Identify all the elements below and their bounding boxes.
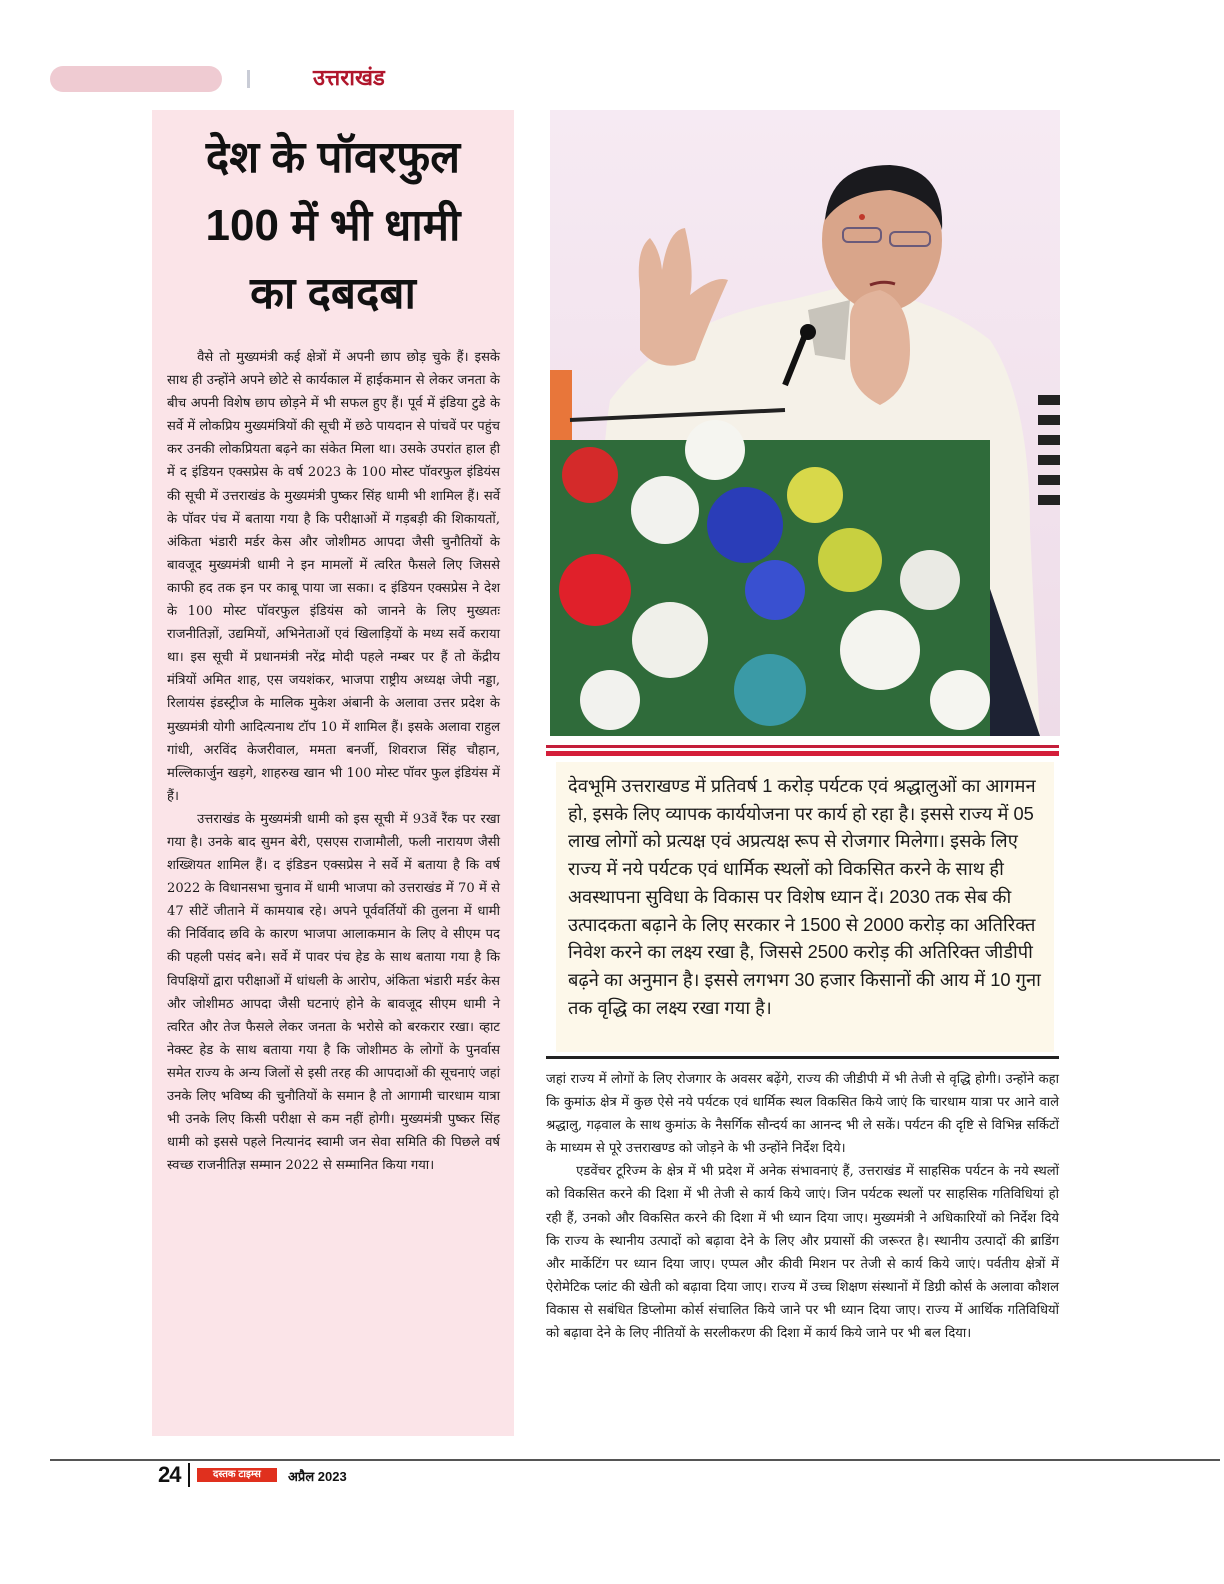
headline [152, 124, 514, 328]
footer-divider [188, 1463, 190, 1487]
left-body-text [167, 346, 500, 1177]
headline-line: का दबदबा [250, 269, 416, 318]
paragraph: वैसे तो मुख्यमंत्री कई क्षेत्रों में अपनी छाप छोड़ चुके हैं। इसके साथ ही उन्होंने अपने छोटे से कार्यकाल में हाईकमान से लेकर जनता के बीच अपनी विशेष छाप छोड़ने में भी सफल हुए हैं। पूर्व में इंडिया टुडे के सर्वे में लोकप्रिय मुख्यमंत्रियों की सूची में छठे पायदान से पांचवें पर पहुंच कर उनकी लोकप्रियता बढ़ने का संकेत मिला था। उसके उपरांत हाल ही में द इंडियन एक्सप्रेस के वर्ष 2023 के 100 मोस्ट पॉवरफुल इंडियंस की सूची में उत्तराखंड के मुख्यमंत्री पुष्कर सिंह धामी भी शामिल हैं। सर्वे के पॉवर पंच में बताया गया है कि परीक्षाओं में गड़बड़ी की शिकायतों, अंकिता भंडारी मर्डर केस और जोशीमठ आपदा जैसी चुनौतियों के बावजूद मुख्यमंत्री धामी ने इन मामलों में त्वरित फैसले लिए जिससे काफी हद तक इन पर काबू पाया जा सका। द इंडियन एक्सप्रेस ने देश के 100 मोस्ट पॉवरफुल इंडियंस को जानने के लिए मुख्यतः राजनीतिज्ञों, उद्यमियों, अभिनेताओं एवं खिलाड़ियों के मध्य सर्वे कराया था। इस सूची में प्रधानमंत्री नरेंद्र मोदी पहले नम्बर पर हैं तो केंद्रीय मंत्रियों अमित शाह, एस जयशंकर, भाजपा राष्ट्रीय अध्यक्ष जेपी नड्डा, रिलायंस इंडस्ट्रीज के मालिक मुकेश अंबानी के अलावा उत्तर प्रदेश के मुख्यमंत्री योगी आदित्यनाथ टॉप 10 में शामिल हैं। इसके अलावा राहुल गांधी, अरविंद केजरीवाल, ममता बनर्जी, शिवराज सिंह चौहान, मल्लिकार्जुन खड़गे, शाहरुख खान भी 100 मोस्ट पॉवर फुल इंडियंस में हैं। [167, 350, 500, 804]
flower-bouquet [550, 420, 990, 736]
chief-minister-photo [550, 110, 1060, 736]
publication-logo [197, 1468, 277, 1482]
footer-rule [50, 1459, 1220, 1461]
red-rule [546, 751, 1059, 756]
black-rule [546, 1056, 1059, 1059]
headline-line: 100 में भी धामी [205, 201, 461, 250]
page-number: 24 [158, 1462, 181, 1487]
paragraph: उत्तराखंड के मुख्यमंत्री धामी को इस सूची में 93वें रैंक पर रखा गया है। उनके बाद सुमन बेरी, एसएस राजामौली, फली नारायण जैसी शख्शियत शामिल हैं। द इंडिडन एक्सप्रेस ने सर्वे में बताया है कि वर्ष 2022 के विधानसभा चुनाव में धामी भाजपा को उत्तराखंड में 70 में से 47 सीटें जीताने में कामयाब रहे। अपने पूर्ववर्तियों की तुलना में धामी की निर्विवाद छवि के कारण भाजपा आलाकमान के लिए वे सीएम पद की पहली पसंद बने। सर्वे में पावर पंच हेड के साथ बताया गया है कि विपक्षियों द्वारा परीक्षाओं में धांधली के आरोप, अंकिता भंडारी मर्डर केस और जोशीमठ आपदा जैसी घटनाएं होने के बावजूद सीएम धामी ने त्वरित और तेज फैसले लेकर जनता के भरोसे को बरकरार रखा। व्हाट नेक्स्ट हेड के साथ बताया गया है कि जोशीमठ के लोगों के पुनर्वास समेत राज्य के अन्य जिलों से इसी तरह की आपदाओं की सूचनाएं जहां उनके लिए भविष्य की चुनौतियों के समान है तो आगामी चारधाम यात्रा भी उनके लिए किसी परीक्षा से कम नहीं होगी। मुख्यमंत्री पुष्कर सिंह धामी को इससे पहले नित्यानंद स्वामी जन सेवा समिति की पिछले वर्ष स्वच्छ राजनीतिज्ञ सम्मान 2022 से सम्मानित किया गया। [167, 811, 500, 1174]
paragraph: जहां राज्य में लोगों के लिए रोजगार के अवसर बढ़ेंगे, राज्य की जीडीपी में भी तेजी से वृद्धि होगी। उन्होंने कहा कि कुमांऊ क्षेत्र में कुछ ऐसे नये पर्यटक एवं धार्मिक स्थल विकसित किये जाएं कि चारधाम यात्रा पर आने वाले श्रद्धालु, गढ़वाल के साथ कुमांऊ के नैसर्गिक सौन्दर्य का आनन्द भी ले सकें। पर्यटन की दृष्टि से विभिन्न सर्किटों के माध्यम से पूरे उत्तराखण्ड को जोड़ने के भी उन्होंने निर्देश दिये। [546, 1072, 1060, 1157]
header-separator [247, 70, 250, 88]
red-rule [546, 745, 1059, 748]
paragraph: एडवेंचर टूरिज्म के क्षेत्र में भी प्रदेश में अनेक संभावनाएं हैं, उत्तराखंड में साहसिक पर्यटन के नये स्थलों को विकसित करने की दिशा में भी तेजी से कार्य किये जाएं। जिन पर्यटक स्थलों पर साहसिक गतिविधियां हो रही हैं, उनको और विकसित करने की दिशा में भी ध्यान दिया जाए। मुख्यमंत्री ने अधिकारियों को निर्देश दिये कि राज्य के स्थानीय उत्पादों को बढ़ावा देने के लिए और प्रयासों की जरूरत है। स्थानीय उत्पादों की ब्राडिंग और मार्केटिंग पर ध्यान दिया जाए। एप्पल और कीवी मिशन पर तेजी से कार्य किये जाएं। पर्वतीय क्षेत्रों में ऐरोमेटिक प्लांट की खेती को बढ़ावा दिया जाए। राज्य में उच्च शिक्षण संस्थानों में डिग्री कोर्स के अलावा कौशल विकास से सबंधित डिप्लोमा कोर्स संचालित किये जाने पर भी ध्यान दिया जाए। राज्य में आर्थिक गतिविधियों को बढ़ावा देने के लिए नीतियों के सरलीकरण की दिशा में कार्य किये जाने पर भी बल दिया। [546, 1164, 1059, 1342]
tilak [859, 214, 865, 220]
header-pill-decoration [50, 66, 222, 92]
issue-date: अप्रैल 2023 [288, 1469, 347, 1484]
publication-logo-text: दस्तक टाइम्स [213, 1469, 261, 1480]
right-body-text [546, 1068, 1059, 1345]
left-column [152, 110, 514, 1436]
highlight-box [556, 762, 1054, 1052]
section-label: उत्तराखंड [313, 65, 385, 90]
headline-line: देश के पॉवरफुल [205, 133, 461, 182]
highlight-text: देवभूमि उत्तराखण्ड में प्रतिवर्ष 1 करोड़ पर्यटक एवं श्रद्धालुओं का आगमन हो, इसके लिए व्यापक कार्ययोजना पर कार्य हो रहा है। इससे राज्य में 05 लाख लोगों को प्रत्यक्ष एवं अप्रत्यक्ष रूप से रोजगार मिलेगा। इसके लिए राज्य में नये पर्यटक एवं धार्मिक स्थलों को विकसित करने के साथ ही अवस्थापना सुविधा के विकास पर विशेष ध्यान दें। 2030 तक सेब की उत्पादकता बढ़ाने के लिए सरकार ने 1500 से 2000 करोड़ का अतिरिक्त निवेश करने का लक्ष्य रखा है, जिससे 2500 करोड़ की अतिरिक्त जीडीपी बढ़ने का अनुमान है। इससे लगभग 30 हजार किसानों की आय में 10 गुना तक वृद्धि का लक्ष्य रखा गया है। [568, 775, 1041, 1018]
photo-illustration [550, 110, 1060, 736]
